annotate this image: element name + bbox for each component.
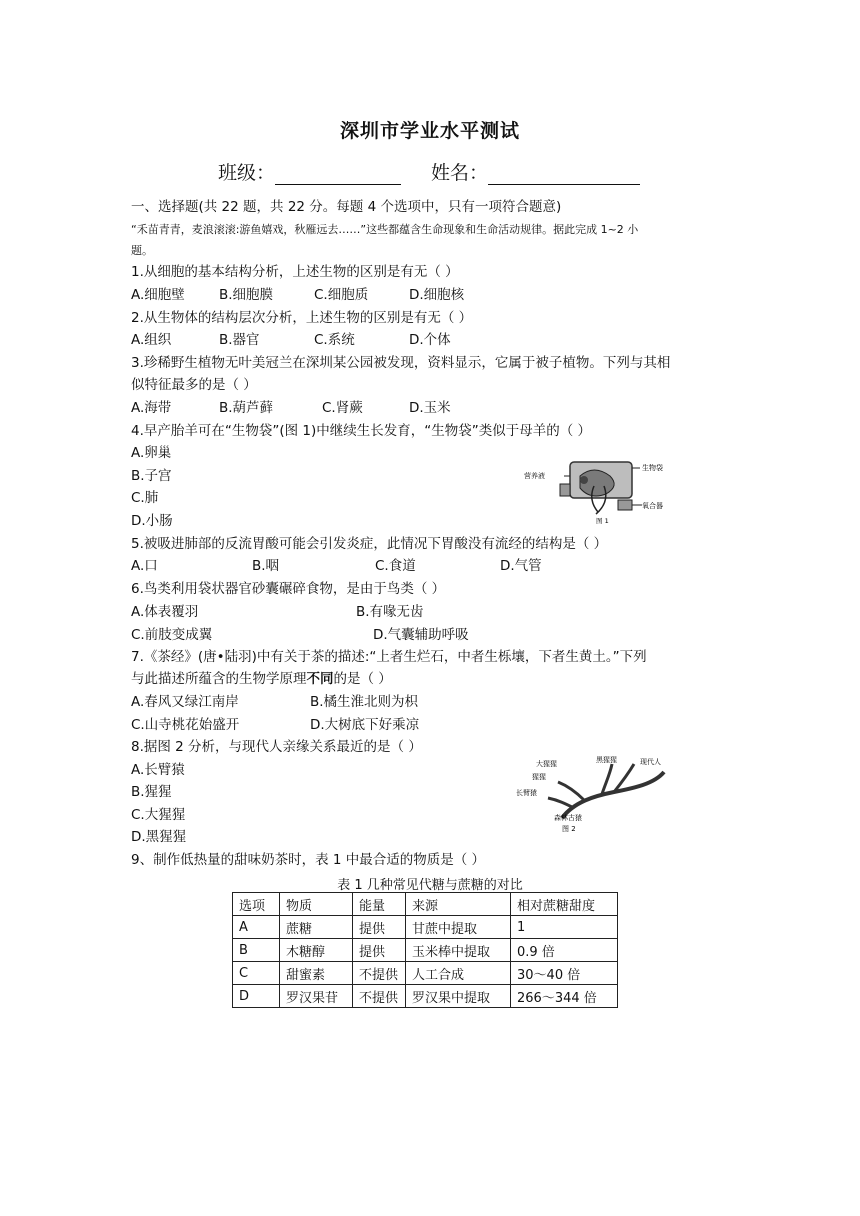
q2-option-c[interactable]: C.系统 bbox=[314, 332, 355, 348]
table-header-cell: 来源 bbox=[406, 893, 511, 916]
table-cell: 不提供 bbox=[353, 962, 406, 985]
fig2-caption: 图 2 bbox=[562, 825, 576, 833]
figure-2-drawing bbox=[514, 752, 704, 836]
section-intro-line1: “禾苗青青，麦浪滚滚:游鱼嬉戏，秋雁远去……”这些都蕴含生命现象和生命活动规律。据此完成 1~2 小 bbox=[131, 223, 639, 236]
table-cell: 30～40 倍 bbox=[511, 962, 618, 985]
table-header-cell: 选项 bbox=[233, 893, 280, 916]
class-blank[interactable] bbox=[275, 164, 401, 185]
q6-option-a[interactable]: A.体表覆羽 bbox=[131, 604, 199, 620]
table-cell: 266～344 倍 bbox=[511, 985, 618, 1008]
class-label: 班级： bbox=[218, 162, 276, 184]
q5-option-d[interactable]: D.气管 bbox=[500, 558, 542, 574]
fig1-label-bag: 生物袋 bbox=[642, 464, 663, 472]
q5-option-a[interactable]: A.口 bbox=[131, 558, 158, 574]
q8-option-c[interactable]: C.大猩猩 bbox=[131, 807, 186, 823]
q4-option-a[interactable]: A.卵巢 bbox=[131, 445, 172, 461]
question-6-stem: 6.鸟类利用袋状器官砂囊碾碎食物，是由于鸟类（ ） bbox=[131, 581, 446, 597]
table-cell: 甜蜜素 bbox=[280, 962, 353, 985]
q1-option-d[interactable]: D.细胞核 bbox=[409, 287, 465, 303]
q7-stem-part3: 的是（ ） bbox=[333, 671, 392, 687]
question-3-stem: 3.珍稀野生植物无叶美冠兰在深圳某公园被发现，资料显示，它属于被子植物。下列与其相 bbox=[131, 355, 671, 371]
table-cell: 0.9 倍 bbox=[511, 939, 618, 962]
fig1-label-nutrient: 营养液 bbox=[524, 472, 545, 480]
table-1-caption: 表 1 几种常见代糖与蔗糖的对比 bbox=[337, 878, 523, 893]
q2-option-a[interactable]: A.组织 bbox=[131, 332, 172, 348]
fig2-label-dryopithecus: 森林古猿 bbox=[554, 814, 582, 822]
q6-option-b[interactable]: B.有喙无齿 bbox=[356, 604, 424, 620]
name-blank[interactable] bbox=[488, 164, 640, 185]
table-header-cell: 相对蔗糖甜度 bbox=[511, 893, 618, 916]
table-cell: 人工合成 bbox=[406, 962, 511, 985]
q3-option-a[interactable]: A.海带 bbox=[131, 400, 172, 416]
fig2-label-gibbon: 长臂猿 bbox=[516, 789, 537, 797]
q2-option-d[interactable]: D.个体 bbox=[409, 332, 451, 348]
q8-option-d[interactable]: D.黑猩猩 bbox=[131, 829, 187, 845]
table-row bbox=[233, 962, 618, 985]
q8-option-b[interactable]: B.猩猩 bbox=[131, 784, 172, 800]
q1-option-b[interactable]: B.细胞膜 bbox=[219, 287, 274, 303]
q4-option-b[interactable]: B.子宫 bbox=[131, 468, 172, 484]
q6-option-d[interactable]: D.气囊辅助呼吸 bbox=[373, 627, 469, 643]
question-8-stem: 8.据图 2 分析，与现代人亲缘关系最近的是（ ） bbox=[131, 739, 422, 755]
fig2-label-human: 现代人 bbox=[640, 758, 661, 766]
table-cell: 提供 bbox=[353, 939, 406, 962]
table-cell: C bbox=[233, 962, 280, 985]
question-2-stem: 2.从生物体的结构层次分析，上述生物的区别是有无（ ） bbox=[131, 310, 473, 326]
name-label: 姓名： bbox=[431, 162, 489, 184]
fig2-label-chimpanzee: 黑猩猩 bbox=[596, 756, 617, 764]
table-cell: B bbox=[233, 939, 280, 962]
q5-option-b[interactable]: B.咽 bbox=[252, 558, 280, 574]
table-cell: 甘蔗中提取 bbox=[406, 916, 511, 939]
figure-1-drawing bbox=[524, 456, 694, 526]
question-7-stem: 7.《茶经》(唐•陆羽)中有关于茶的描述:“上者生烂石，中者生栎壤，下者生黄土。”下列 bbox=[131, 649, 647, 665]
q1-option-a[interactable]: A.细胞壁 bbox=[131, 287, 185, 303]
table-row bbox=[233, 939, 618, 962]
q4-option-d[interactable]: D.小肠 bbox=[131, 513, 173, 529]
q8-option-a[interactable]: A.长臂猿 bbox=[131, 762, 185, 778]
table-row bbox=[233, 985, 618, 1008]
table-cell: D bbox=[233, 985, 280, 1008]
q7-option-d[interactable]: D.大树底下好乘凉 bbox=[310, 717, 420, 733]
q3-option-d[interactable]: D.玉米 bbox=[409, 400, 451, 416]
table-cell: A bbox=[233, 916, 280, 939]
table-1 bbox=[232, 892, 618, 1008]
q7-emphasis: 不同 bbox=[306, 671, 334, 687]
fig1-label-oxygenator: 氧合器 bbox=[642, 502, 663, 510]
question-7-stem-line2 bbox=[131, 670, 392, 688]
question-5-stem: 5.被吸进肺部的反流胃酸可能会引发炎症，此情况下胃酸没有流经的结构是（ ） bbox=[131, 536, 608, 552]
figure-2-evolution-tree bbox=[514, 752, 704, 836]
q5-option-c[interactable]: C.食道 bbox=[375, 558, 416, 574]
table-cell: 1 bbox=[511, 916, 618, 939]
q1-option-c[interactable]: C.细胞质 bbox=[314, 287, 369, 303]
q4-option-c[interactable]: C.肺 bbox=[131, 490, 159, 506]
table-header-cell: 能量 bbox=[353, 893, 406, 916]
table-row bbox=[233, 916, 618, 939]
q2-option-b[interactable]: B.器官 bbox=[219, 332, 260, 348]
q3-option-c[interactable]: C.肾蕨 bbox=[322, 400, 363, 416]
q7-option-a[interactable]: A.春风又绿江南岸 bbox=[131, 694, 239, 710]
table-cell: 不提供 bbox=[353, 985, 406, 1008]
question-9-stem: 9、制作低热量的甜味奶茶时，表 1 中最合适的物质是（ ） bbox=[131, 852, 486, 868]
fig2-label-orangutan: 猩猩 bbox=[532, 773, 546, 781]
table-header-row bbox=[233, 893, 618, 916]
table-cell: 提供 bbox=[353, 916, 406, 939]
fig2-label-gorilla: 大猩猩 bbox=[536, 760, 557, 768]
table-cell: 罗汉果中提取 bbox=[406, 985, 511, 1008]
table-cell: 罗汉果苷 bbox=[280, 985, 353, 1008]
section-intro-line2: 题。 bbox=[131, 244, 153, 257]
table-cell: 玉米棒中提取 bbox=[406, 939, 511, 962]
q7-option-b[interactable]: B.橘生淮北则为枳 bbox=[310, 694, 419, 710]
table-header-cell: 物质 bbox=[280, 893, 353, 916]
question-1-stem: 1.从细胞的基本结构分析，上述生物的区别是有无（ ） bbox=[131, 264, 459, 280]
q6-option-c[interactable]: C.前肢变成翼 bbox=[131, 627, 213, 643]
student-info-bar bbox=[218, 158, 640, 185]
page-title: 深圳市学业水平测试 bbox=[339, 120, 520, 142]
question-4-stem: 4.早产胎羊可在“生物袋”(图 1)中继续生长发育，“生物袋”类似于母羊的（ ） bbox=[131, 423, 592, 439]
q7-option-c[interactable]: C.山寺桃花始盛开 bbox=[131, 717, 240, 733]
q3-option-b[interactable]: B.葫芦藓 bbox=[219, 400, 274, 416]
fig1-caption: 图 1 bbox=[596, 517, 609, 525]
table-cell: 蔗糖 bbox=[280, 916, 353, 939]
question-3-stem-line2: 似特征最多的是（ ） bbox=[131, 377, 257, 393]
table-cell: 木糖醇 bbox=[280, 939, 353, 962]
q7-stem-part1: 与此描述所蕴含的生物学原理 bbox=[131, 671, 307, 687]
section-heading: 一、选择题(共 22 题，共 22 分。每题 4 个选项中，只有一项符合题意) bbox=[131, 199, 562, 215]
figure-1-bio-bag bbox=[524, 456, 694, 526]
